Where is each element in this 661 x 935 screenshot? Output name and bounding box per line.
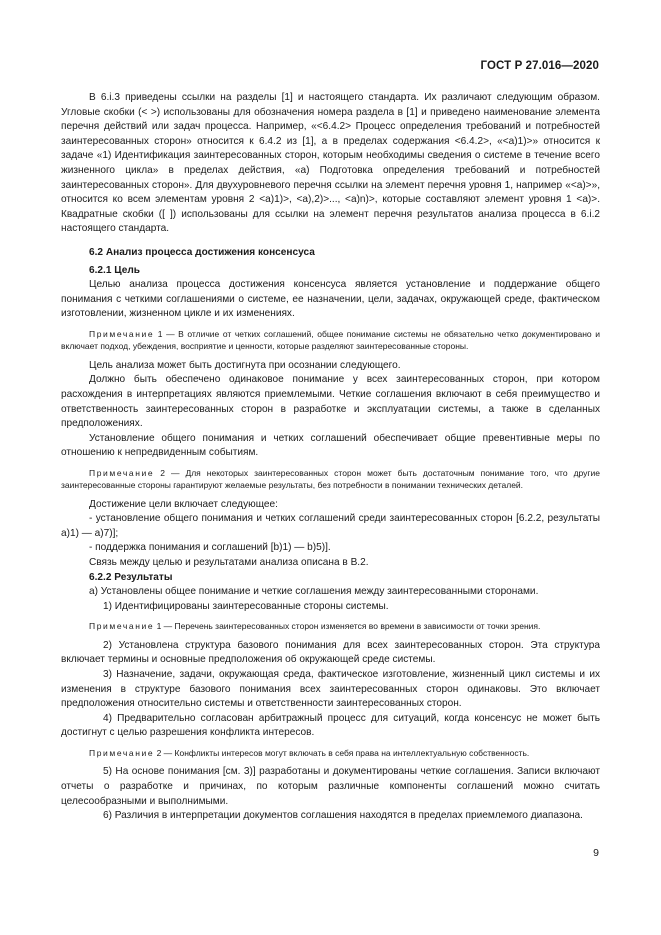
note-text: 2 — Для некоторых заинтересованных сторон может быть достаточным понимание того, что другие заинтересованные стороны гарантируют желаемые результаты, без потребности в понимании технических деталей. (61, 467, 601, 491)
result-subitem: 4) Предварительно согласован арбитражный процесс для ситуаций, когда консенсус не может быть достигнут с целью разрешения конфликта интересов. (61, 712, 600, 739)
goal-paragraph: Целью анализа процесса достижения консенсуса является установление и поддержание общего понимания с четкими соглашениями о системе, ее назначении, цели, задачах, окружающей среде, фактическом изготовлении, жизненном цикле и их изменениях. (61, 279, 600, 320)
note-text: 1 — Перечень заинтересованных сторон изменяется во времени в зависимости от точки зрения. (156, 621, 541, 632)
paragraph: Установление общего понимания и четких соглашений обеспечивает общие превентивные меры по отношению к непредвиденным событиям. (61, 432, 600, 459)
paragraph: Достижение цели включает следующее: (89, 498, 278, 510)
result-subitem: 5) На основе понимания [см. 3)] разработаны и документированы четкие соглашения. Записи включают отчеты о разработке и причинах, по которым различные компоненты соглашений можно считать целесообразными и выполнимыми. (61, 766, 600, 807)
result-subitem: 6) Различия в интерпретации документов соглашения находятся в пределах приемлемого диапазона. (103, 810, 583, 822)
note-1 (61, 328, 600, 353)
page-content (61, 91, 600, 824)
result-item: а) Установлены общее понимание и четкие соглашения между заинтересованными сторонами. (89, 586, 539, 598)
document-id-header: ГОСТ Р 27.016—2020 (480, 60, 599, 72)
result-subitem: 2) Установлена структура базового понимания для всех заинтересованных сторон. Эта структура включает термины и основные предположения об окружающей среде системы. (61, 639, 600, 666)
list-item: - установление общего понимания и четких соглашений среди заинтересованных сторон [6.2.2, результаты a)1) — a)7)]; (61, 513, 600, 539)
note-text: 1 — В отличие от четких соглашений, общее понимание системы не обязательно четко документировано и включает подход, убеждения, восприятие и ценности, которые разделяют заинтересованные стороны. (61, 328, 600, 352)
paragraph: Должно быть обеспечено одинаковое понимание у всех заинтересованных сторон, при котором расхождения в интерпретациях являются приемлемыми. Четкие соглашения включают в себя преимущество и ответственность заинтересованных сторон в разработке и эксплуатации системы, а также в сделанных предположениях. (61, 374, 600, 430)
note-2 (61, 467, 600, 492)
note-4 (61, 747, 600, 759)
note-label: Примечание (89, 467, 155, 478)
result-subitem: 3) Назначение, задачи, окружающая среда, фактическое изготовление, жизненный цикл системы и их изменения в структуре базового понимания всех заинтересованных сторон одинаковы. Это включает предположения относительно системы и ответственности заинтересованных сторон. (61, 669, 600, 710)
note-text: 2 — Конфликты интересов могут включать в себя права на интеллектуальную собственность. (156, 748, 530, 758)
subsection-heading-6-2-2: 6.2.2 Результаты (89, 571, 173, 583)
note-label: Примечание (89, 328, 155, 339)
result-subitem: 1) Идентифицированы заинтересованные стороны системы. (103, 600, 389, 612)
note-label: Примечание (89, 748, 155, 758)
intro-paragraph: В 6.i.3 приведены ссылки на разделы [1] и настоящего стандарта. Их различают следующим образом. Угловые скобки (< >) использованы для обозначения номера раздела в [1] и приведено наименование элемента перечня действий или задач процесса. Например, «<6.4.2> Процесс определения требований и потребностей заинтересованных сторон» относится к 6.4.2 из [1], а в пределах содержания <6.4.2>, «<a)1)>» относится к задаче «1) Идентификация заинтересованных сторон, которым необходимы сведения о системе в течение всего жизненного цикла» в пределах действия, «а) Подготовка определения требований и потребностей заинтересованных сторон». Для двухуровневого перечня ссылки на элемент перечня уровня 1, например «<a)>», относится ко всем элементам уровня 2 <a)1)>, <a),2)>..., <a)n)>, которые составляют элемент уровня 1 <a)>. Квадратные скобки ([ ]) использованы для ссылки на элемент перечня результатов анализа процесса в 6.i.2 настоящего стандарта. (61, 92, 600, 235)
paragraph: Связь между целью и результатами анализа описана в В.2. (89, 557, 369, 569)
paragraph: Цель анализа может быть достигнута при осознании следующего. (89, 359, 401, 371)
note-3 (61, 620, 600, 632)
section-heading-6-2: 6.2 Анализ процесса достижения консенсуса (89, 246, 315, 258)
note-label: Примечание (89, 621, 155, 632)
subsection-heading-6-2-1: 6.2.1 Цель (89, 264, 140, 276)
page-number: 9 (593, 847, 599, 859)
list-item: - поддержка понимания и соглашений [b)1) — b)5)]. (89, 542, 331, 554)
